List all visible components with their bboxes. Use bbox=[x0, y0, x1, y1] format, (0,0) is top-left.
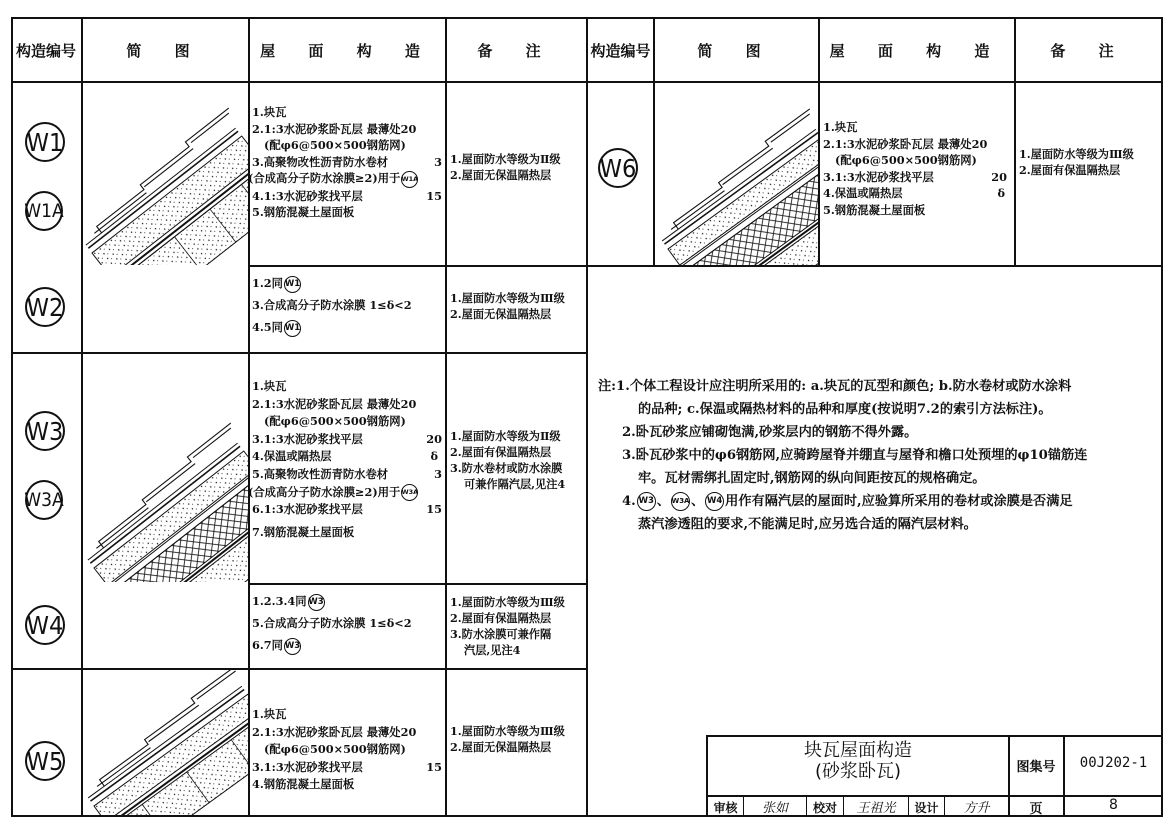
header-construction-left: 屋 面 构 造 bbox=[260, 41, 434, 60]
ref-badge-w3: W3 bbox=[308, 594, 325, 611]
header-construction-right: 屋 面 构 造 bbox=[829, 41, 1004, 60]
header-remarks-right: 备 注 bbox=[1050, 41, 1128, 60]
section-diagram-w1 bbox=[82, 83, 248, 265]
header-diagram-right: 简 图 bbox=[697, 41, 775, 60]
code-badge-w4: W4 bbox=[25, 605, 65, 645]
remarks-w4: 1.屋面防水等级为Ⅲ级 2.屋面有保温隔热层 3.防水涂膜可兼作隔 汽层,见注4 bbox=[450, 595, 565, 657]
review-signature: 张如 bbox=[761, 801, 788, 816]
construction-w6: 1.块瓦 2.1:3水泥砂浆卧瓦层 最薄处20 (配φ6@500×500钢筋网) 3.1:3水泥砂浆找平层 20 4.保温或隔热层 δ 5.钢筋混凝土屋面板 bbox=[823, 120, 1007, 217]
drawing-title: 块瓦屋面构造 (砂浆卧瓦) bbox=[804, 740, 912, 782]
remarks-w5: 1.屋面防水等级为Ⅲ级 2.屋面无保温隔热层 bbox=[450, 724, 565, 754]
atlas-label: 图集号 bbox=[1016, 760, 1056, 775]
code-badge-w2: W2 bbox=[25, 287, 65, 327]
code-badge-w6: W6 bbox=[598, 148, 638, 188]
remarks-w2: 1.屋面防水等级为Ⅲ级 2.屋面无保温隔热层 bbox=[450, 291, 565, 321]
check-signature: 王祖光 bbox=[856, 801, 896, 816]
design-label: 设计 bbox=[914, 801, 939, 815]
section-diagram-w6 bbox=[654, 83, 818, 265]
remarks-w3: 1.屋面防水等级为Ⅱ级 2.屋面有保温隔热层 3.防水卷材或防水涂膜 可兼作隔汽层,见注4 bbox=[450, 429, 566, 491]
construction-w5: 1.块瓦 2.1:3水泥砂浆卧瓦层 最薄处20 (配φ6@500×500钢筋网) 3.1:3水泥砂浆找平层 15 4.钢筋混凝土屋面板 bbox=[252, 707, 442, 792]
section-diagram-w5 bbox=[82, 670, 248, 816]
ref-badge-w3: W3 bbox=[637, 492, 656, 511]
code-badge-w3a: W3A bbox=[25, 480, 63, 520]
general-notes: 注:1.个体工程设计应注明所采用的: a.块瓦的瓦型和颜色; b.防水卷材或防水涂料 的品种; c.保温或隔热材料的品种和厚度(按说明7.2的索引方法标注)。 2.卧瓦砂浆应铺砌饱满,砂浆层内的钢筋不得外露。 3.卧瓦砂浆中的φ6钢筋网,应骑跨屋脊并绷直与屋脊和檐口处预埋的φ10锚筋连 牢。瓦材需绑扎固定时,钢筋网的纵向间距按瓦的规格确定。 4. W3 、 W3A、 W4 用作有隔汽层的屋面时,应验算所采用的卷材或涂膜是否满足 蒸汽渗透阻的要求,不能满足时,应另选合适的隔汽层材料。 bbox=[598, 379, 1088, 532]
header-diagram-left: 简 图 bbox=[126, 41, 204, 60]
header-code-right: 构造编号 bbox=[590, 41, 651, 60]
construction-w2: 1.2同 W1 3.合成高分子防水涂膜 1≤δ<2 4.5同 W1 bbox=[252, 272, 442, 338]
page-label: 页 bbox=[1029, 802, 1043, 817]
ref-badge-w1: W1 bbox=[284, 320, 301, 337]
construction-w1: 1.块瓦 2.1:3水泥砂浆卧瓦层 最薄处20 (配φ6@500×500钢筋网) 3.高聚物改性沥青防水卷材 3 (合成高分子防水涂膜≥2)用于W1A 4.1:3水泥砂浆找平层 15 5.钢筋混凝土屋面板 bbox=[248, 105, 442, 219]
code-badge-w1a: W1A bbox=[25, 191, 63, 231]
construction-w3: 1.块瓦 2.1:3水泥砂浆卧瓦层 最薄处20 (配φ6@500×500钢筋网) 3.1:3水泥砂浆找平层 20 4.保温或隔热层 δ 5.高聚物改性沥青防水卷材 3 (合成高分子防水涂膜≥2)用于W3A 6.1:3水泥砂浆找平层 15 7.钢筋混凝土屋面板 bbox=[248, 379, 442, 539]
atlas-number: 00J202-1 bbox=[1079, 755, 1148, 771]
ref-badge-w3a: W3A bbox=[671, 492, 690, 511]
review-label: 审核 bbox=[713, 801, 738, 815]
header-remarks-left: 备 注 bbox=[477, 41, 555, 60]
ref-badge-w4: W4 bbox=[705, 492, 724, 511]
code-badge-w5: W5 bbox=[25, 741, 65, 781]
check-label: 校对 bbox=[812, 801, 837, 815]
ref-badge-w1a: W1A bbox=[401, 171, 418, 188]
ref-badge-w1: W1 bbox=[284, 276, 301, 293]
remarks-w6: 1.屋面防水等级为Ⅲ级 2.屋面有保温隔热层 bbox=[1019, 147, 1134, 177]
remarks-w1: 1.屋面防水等级为Ⅱ级 2.屋面无保温隔热层 bbox=[450, 152, 561, 182]
page-number: 8 bbox=[1109, 797, 1118, 813]
design-signature: 方升 bbox=[963, 801, 990, 816]
code-badge-w3: W3 bbox=[25, 411, 65, 451]
construction-w4: 1.2.3.4同 W3 5.合成高分子防水涂膜 1≤δ<2 6.7同 W3 bbox=[252, 590, 442, 656]
ref-badge-w3a: W3A bbox=[401, 484, 418, 501]
header-code-left: 构造编号 bbox=[15, 41, 76, 60]
section-diagram-w3 bbox=[82, 400, 248, 582]
code-badge-w1: W1 bbox=[25, 122, 65, 162]
ref-badge-w3: W3 bbox=[284, 638, 301, 655]
